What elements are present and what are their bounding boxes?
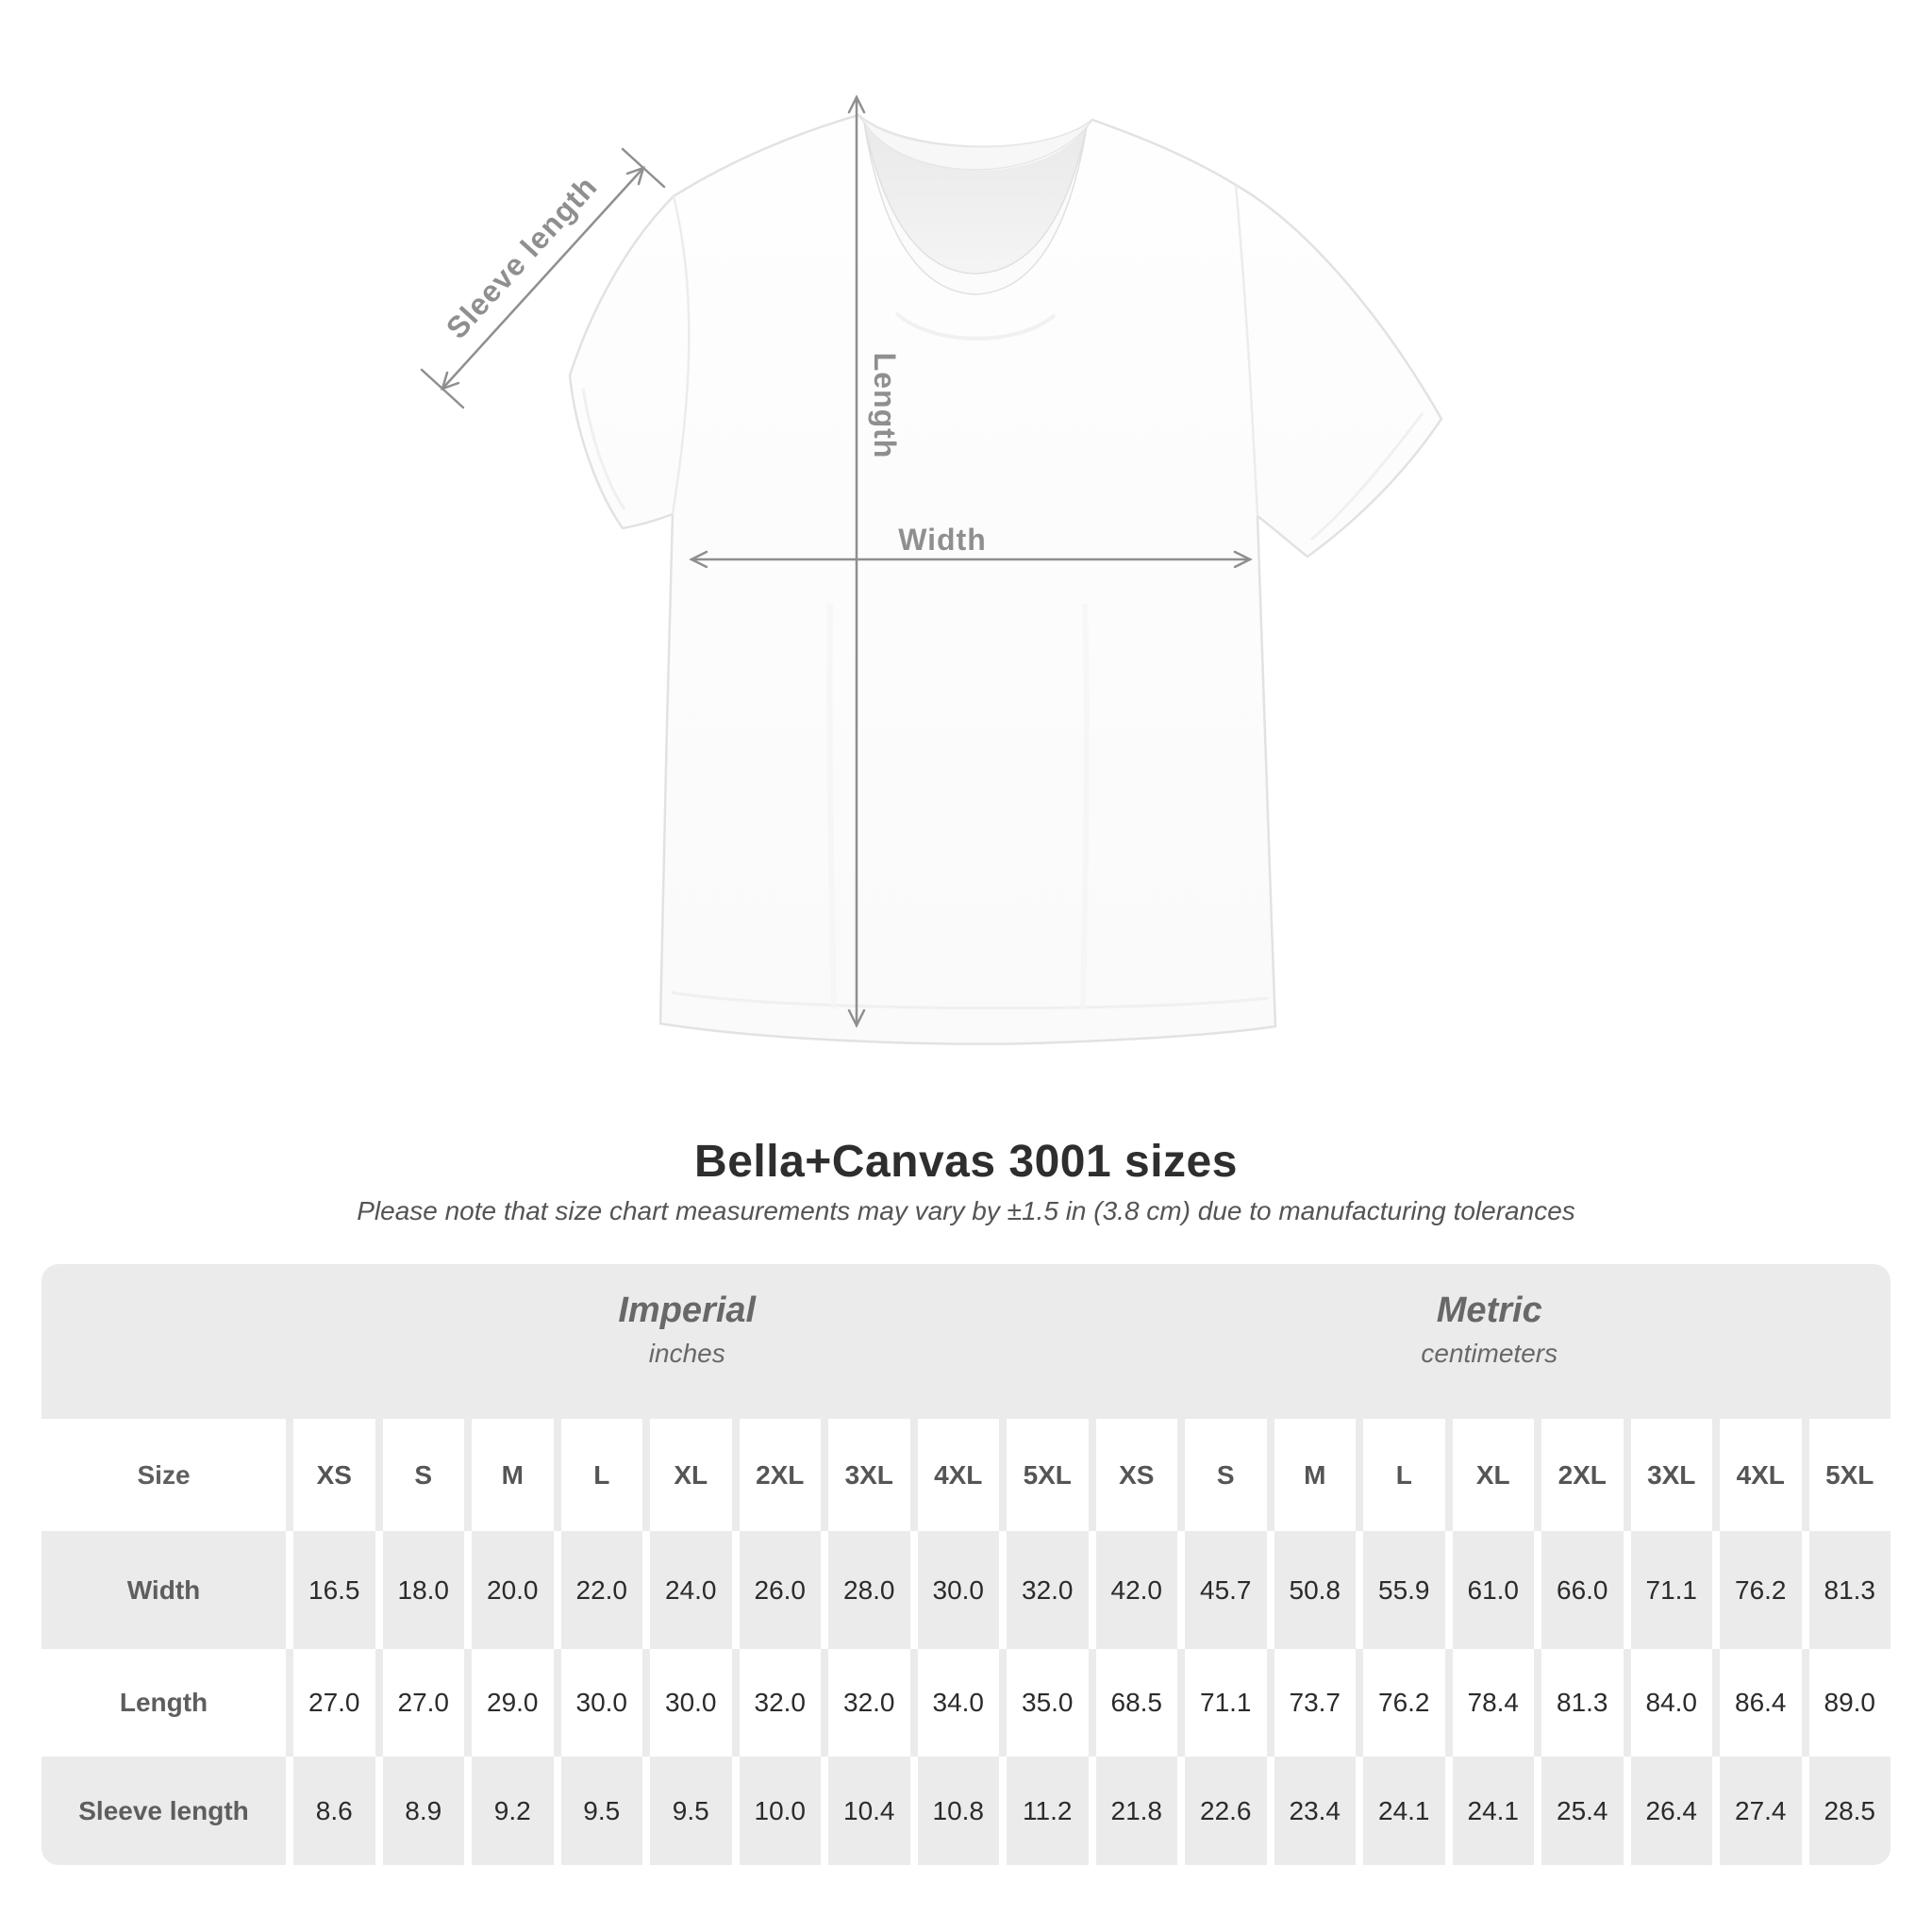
table-cell: 30.0 (650, 1649, 732, 1757)
table-cell: 71.1 (1185, 1649, 1267, 1757)
row-label: Length (42, 1649, 286, 1757)
table-cell: 18.0 (383, 1531, 465, 1649)
table-cell: 86.4 (1720, 1649, 1802, 1757)
table-cell: 25.4 (1541, 1757, 1624, 1865)
table-cell: 81.3 (1809, 1531, 1891, 1649)
width-label: Width (898, 523, 987, 557)
table-row-length (42, 1649, 1890, 1757)
table-cell: 8.9 (383, 1757, 465, 1865)
page-subtitle: Please note that size chart measurements may vary by ±1.5 in (3.8 cm) due to manufacturing tolerances (357, 1196, 1575, 1225)
table-cell: 29.0 (472, 1649, 554, 1757)
column-header: 5XL (1007, 1419, 1089, 1531)
table-cell: 30.0 (561, 1649, 643, 1757)
table-cell: 9.5 (561, 1757, 643, 1865)
table-cell: 28.0 (828, 1531, 910, 1649)
column-header: M (472, 1419, 554, 1531)
table-row-width (42, 1531, 1890, 1649)
table-cell: 32.0 (740, 1649, 822, 1757)
table-cell: 9.2 (472, 1757, 554, 1865)
column-header-size: Size (42, 1419, 286, 1531)
table-cell: 84.0 (1631, 1649, 1713, 1757)
table-cell: 27.0 (293, 1649, 375, 1757)
column-header: L (1363, 1419, 1445, 1531)
table-header-row (42, 1419, 1890, 1531)
table-cell: 32.0 (1007, 1531, 1089, 1649)
table-cell: 23.4 (1274, 1757, 1357, 1865)
column-header: M (1274, 1419, 1357, 1531)
table-row-sleeve-length (42, 1757, 1890, 1865)
table-cell: 8.6 (293, 1757, 375, 1865)
column-header: L (561, 1419, 643, 1531)
table-cell: 73.7 (1274, 1649, 1357, 1757)
table-cell: 11.2 (1007, 1757, 1089, 1865)
column-header: XL (650, 1419, 732, 1531)
unit-group-imperial (286, 1264, 1089, 1419)
table-cell: 28.5 (1809, 1757, 1891, 1865)
metric-label: Metric (1436, 1290, 1542, 1330)
table-cell: 61.0 (1453, 1531, 1535, 1649)
metric-sublabel: centimeters (1421, 1338, 1558, 1368)
table-cell: 76.2 (1363, 1649, 1445, 1757)
unit-band (42, 1264, 1890, 1419)
column-header: 4XL (918, 1419, 1000, 1531)
table-cell: 66.0 (1541, 1531, 1624, 1649)
column-header: 2XL (740, 1419, 822, 1531)
unit-band-spacer (42, 1264, 286, 1419)
row-label: Sleeve length (42, 1757, 286, 1865)
fabric-crease (1083, 604, 1087, 1009)
column-header: 2XL (1541, 1419, 1624, 1531)
table-cell: 68.5 (1096, 1649, 1178, 1757)
table-cell: 71.1 (1631, 1531, 1713, 1649)
length-label: Length (868, 352, 902, 459)
table-cell: 27.4 (1720, 1757, 1802, 1865)
column-header: 4XL (1720, 1419, 1802, 1531)
table-cell: 81.3 (1541, 1649, 1624, 1757)
unit-group-metric (1089, 1264, 1891, 1419)
table-cell: 30.0 (918, 1531, 1000, 1649)
table-cell: 22.0 (561, 1531, 643, 1649)
table-cell: 10.4 (828, 1757, 910, 1865)
column-header: XL (1453, 1419, 1535, 1531)
row-label: Width (42, 1531, 286, 1649)
column-header: 5XL (1809, 1419, 1891, 1531)
table-cell: 78.4 (1453, 1649, 1535, 1757)
table-cell: 9.5 (650, 1757, 732, 1865)
table-cell: 26.4 (1631, 1757, 1713, 1865)
imperial-sublabel: inches (648, 1338, 725, 1368)
table-cell: 27.0 (383, 1649, 465, 1757)
table-cell: 10.0 (740, 1757, 822, 1865)
size-table (42, 1264, 1890, 1865)
page-title: Bella+Canvas 3001 sizes (694, 1137, 1238, 1187)
column-header: 3XL (828, 1419, 910, 1531)
table-cell: 32.0 (828, 1649, 910, 1757)
table-cell: 50.8 (1274, 1531, 1357, 1649)
table-cell: 24.1 (1363, 1757, 1445, 1865)
tshirt-graphic (570, 115, 1441, 1044)
column-header: XS (1096, 1419, 1178, 1531)
table-cell: 35.0 (1007, 1649, 1089, 1757)
table-cell: 55.9 (1363, 1531, 1445, 1649)
table-cell: 45.7 (1185, 1531, 1267, 1649)
table-cell: 20.0 (472, 1531, 554, 1649)
sleeve-length-label: Sleeve length (439, 169, 604, 345)
table-cell: 89.0 (1809, 1649, 1891, 1757)
column-header: XS (293, 1419, 375, 1531)
table-cell: 21.8 (1096, 1757, 1178, 1865)
column-header: 3XL (1631, 1419, 1713, 1531)
table-cell: 26.0 (740, 1531, 822, 1649)
table-cell: 24.1 (1453, 1757, 1535, 1865)
imperial-label: Imperial (618, 1290, 757, 1330)
table-cell: 22.6 (1185, 1757, 1267, 1865)
column-header: S (383, 1419, 465, 1531)
column-header: S (1185, 1419, 1267, 1531)
table-cell: 24.0 (650, 1531, 732, 1649)
table-cell: 42.0 (1096, 1531, 1178, 1649)
table-cell: 76.2 (1720, 1531, 1802, 1649)
table-cell: 34.0 (918, 1649, 1000, 1757)
table-cell: 10.8 (918, 1757, 1000, 1865)
table-cell: 16.5 (293, 1531, 375, 1649)
